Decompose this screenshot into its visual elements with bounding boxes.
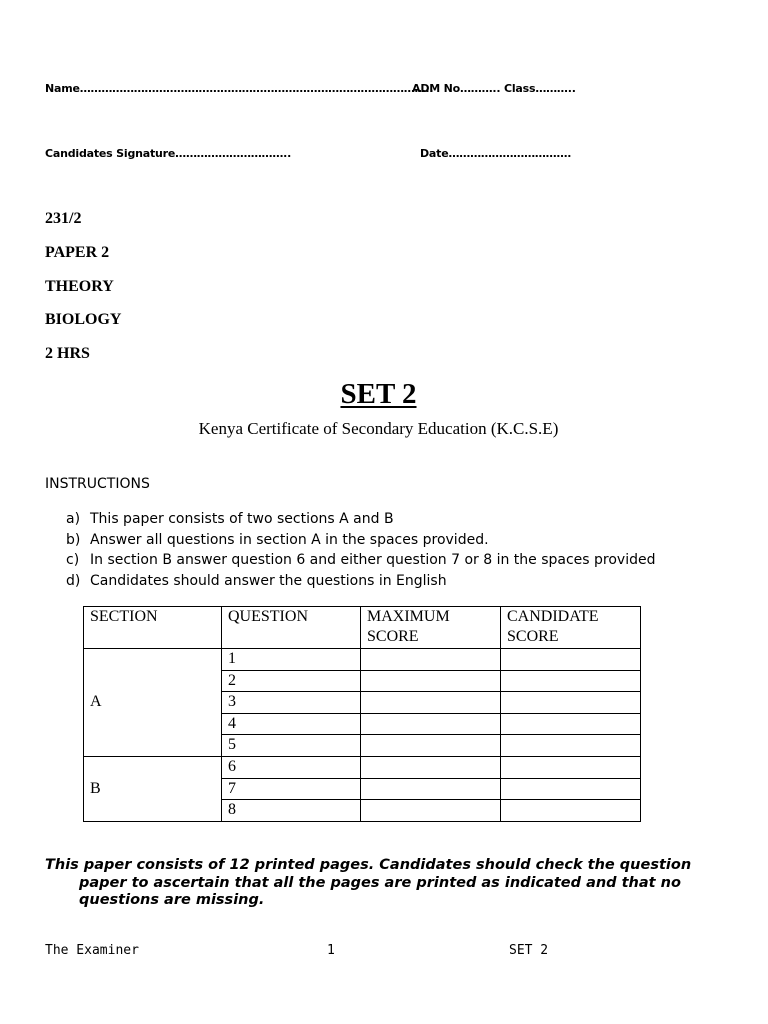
instruction-item [66, 511, 656, 532]
header-candidate-score: CANDIDATE SCORE [501, 607, 641, 649]
name-field: Name…………………………………………………………………………………….. [45, 82, 434, 95]
adm-class-field: ADM No……….. Class……….. [412, 82, 576, 95]
maximum-score-cell [361, 800, 501, 822]
instruction-text: This paper consists of two sections A and B [90, 511, 394, 527]
header-maximum-score: MAXIMUM SCORE [361, 607, 501, 649]
candidate-score-cell [501, 778, 641, 800]
question-number: 5 [222, 735, 361, 757]
header-question: QUESTION [222, 607, 361, 649]
question-number: 2 [222, 670, 361, 692]
signature-field: Candidates Signature………………………….. [45, 147, 292, 160]
instruction-marker: a) [66, 511, 81, 527]
candidate-score-cell [501, 800, 641, 822]
page-number: 1 [327, 943, 335, 958]
paper-code: 231/2 [45, 210, 82, 227]
footer-right: SET 2 [509, 943, 549, 958]
candidate-score-cell [501, 649, 641, 671]
instruction-text: Answer all questions in section A in the spaces provided. [90, 531, 489, 548]
table-row [84, 649, 641, 671]
maximum-score-cell [361, 713, 501, 735]
table-row [84, 756, 641, 778]
candidate-score-cell [501, 735, 641, 757]
paper-number: PAPER 2 [45, 244, 110, 261]
question-number: 8 [222, 800, 361, 822]
instruction-marker: d) [66, 572, 81, 589]
question-number: 7 [222, 778, 361, 800]
paper-type: THEORY [45, 278, 114, 295]
page-count-note: This paper consists of 12 printed pages. Candidates should check the question paper to ascertain that all the pages are printed as indicated and that no questions are missing. [45, 857, 692, 908]
duration: 2 HRS [45, 345, 90, 362]
score-table [83, 606, 641, 822]
maximum-score-cell [361, 649, 501, 671]
question-number: 1 [222, 649, 361, 671]
question-number: 3 [222, 692, 361, 714]
instruction-item [66, 532, 656, 553]
section-a-label: A [84, 649, 222, 757]
instruction-text: Candidates should answer the questions in English [90, 572, 447, 589]
footer-left: The Examiner [45, 943, 139, 958]
instruction-marker: b) [66, 531, 81, 548]
maximum-score-cell [361, 692, 501, 714]
instructions-heading: INSTRUCTIONS [45, 476, 150, 492]
maximum-score-cell [361, 670, 501, 692]
instruction-marker: c) [66, 552, 80, 569]
candidate-score-cell [501, 692, 641, 714]
instruction-text: In section B answer question 6 and either question 7 or 8 in the spaces provided [90, 552, 656, 569]
candidate-score-cell [501, 713, 641, 735]
candidate-score-cell [501, 670, 641, 692]
candidate-score-cell [501, 756, 641, 778]
maximum-score-cell [361, 735, 501, 757]
set-title: SET 2 [340, 378, 417, 410]
maximum-score-cell [361, 756, 501, 778]
section-b-label: B [84, 756, 222, 821]
maximum-score-cell [361, 778, 501, 800]
instruction-item [66, 552, 656, 573]
header-section: SECTION [84, 607, 222, 649]
date-field: Date……………………………. [420, 147, 572, 160]
score-table-header [84, 607, 641, 649]
instruction-item [66, 573, 656, 594]
question-number: 6 [222, 756, 361, 778]
subject: BIOLOGY [45, 311, 122, 328]
exam-subtitle: Kenya Certificate of Secondary Education (K.C.S.E) [198, 419, 559, 438]
instructions-list [66, 511, 656, 593]
question-number: 4 [222, 713, 361, 735]
